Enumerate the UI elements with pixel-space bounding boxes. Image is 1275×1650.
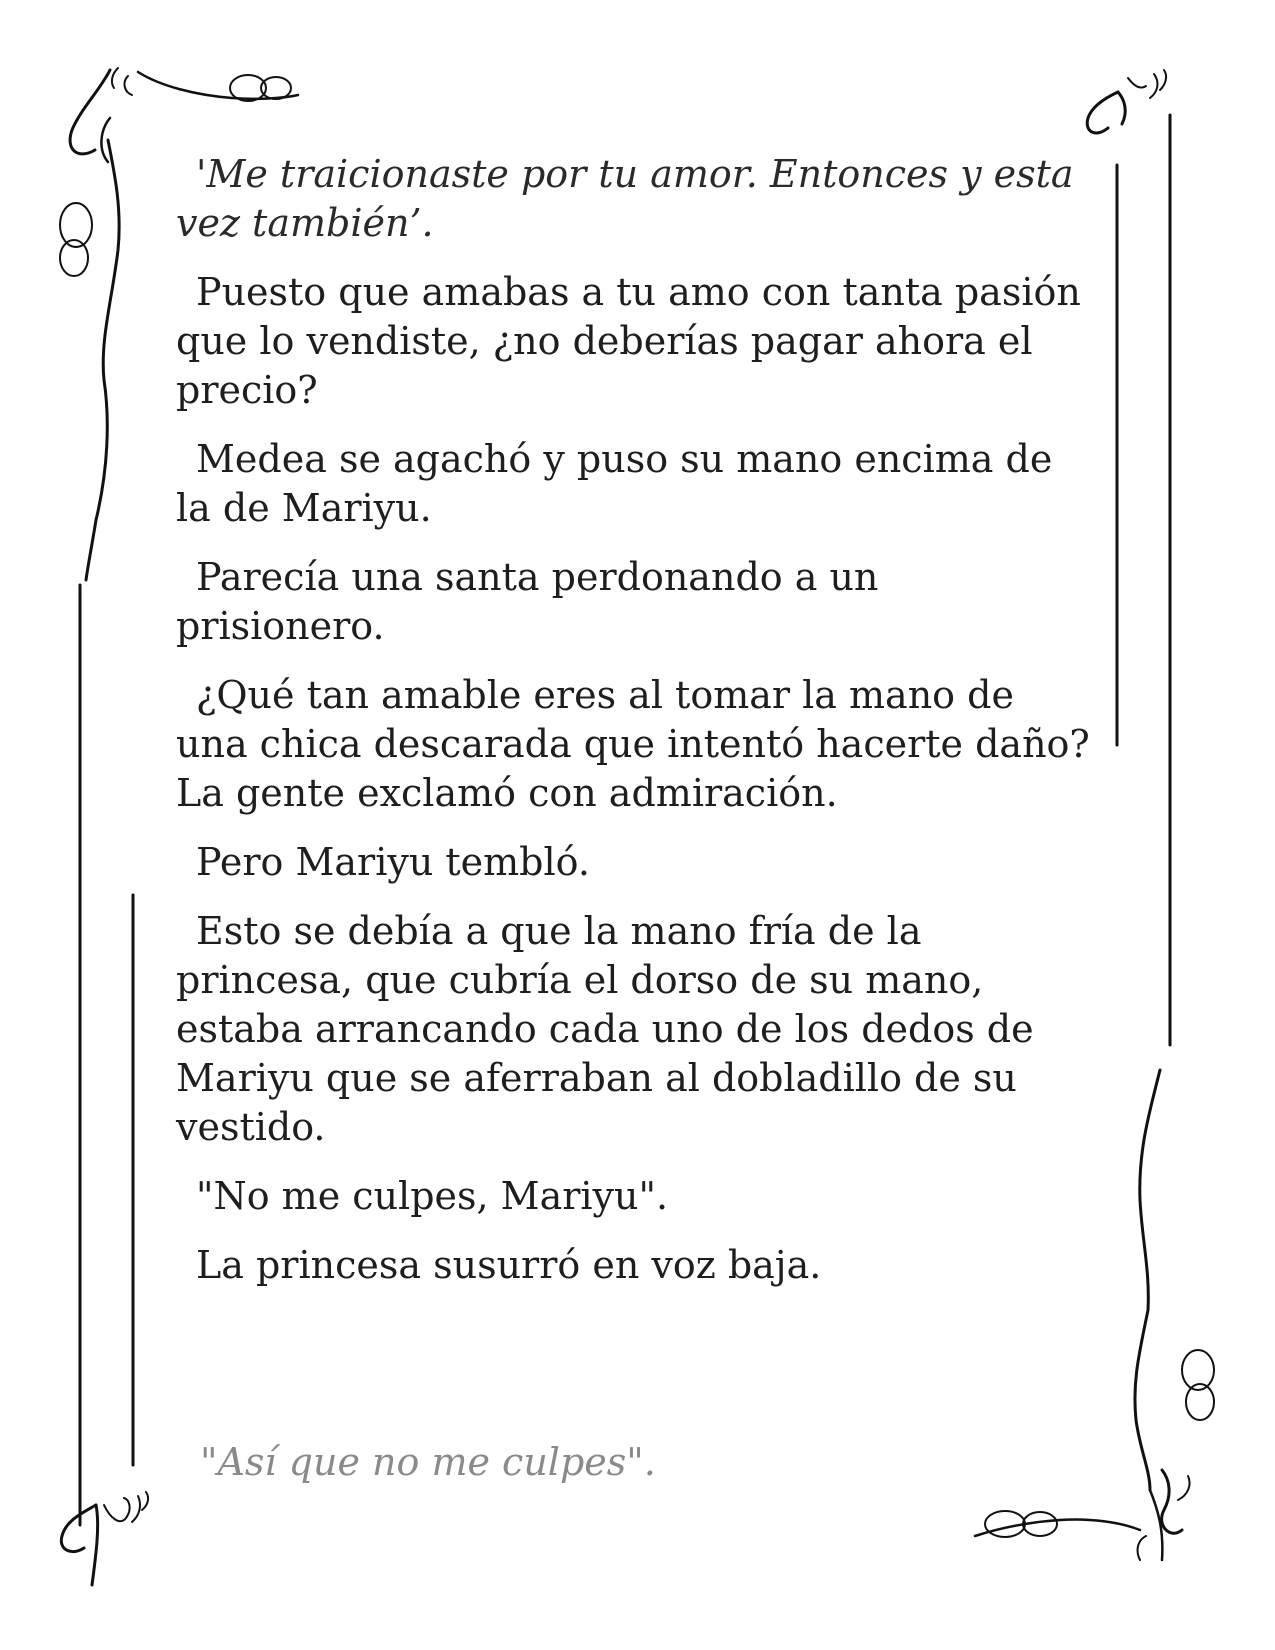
paragraph: ¿Qué tan amable eres al tomar la mano de una chica descarada que intentó hacerte daño? La gente exclamó con admiración. — [176, 673, 1090, 815]
flourish-top-right — [1087, 70, 1166, 133]
paragraph: "No me culpes, Mariyu". — [196, 1174, 669, 1218]
flourish-bottom-left — [61, 1492, 148, 1585]
paragraph: Esto se debía a que la mano fría de la princesa, que cubría el dorso de su mano, estaba arrancando cada uno de los dedos de Mariyu que se aferraban al dobladillo de su vestido. — [176, 909, 1034, 1149]
story-text — [176, 150, 1096, 1310]
paragraph: Puesto que amabas a tu amo con tanta pasión que lo vendiste, ¿no deberías pagar ahora el precio? — [176, 270, 1081, 412]
paragraph: Pero Mariyu tembló. — [196, 840, 590, 884]
paragraph: Medea se agachó y puso su mano encima de la de Mariyu. — [176, 437, 1053, 530]
paragraph: La princesa susurró en voz baja. — [196, 1243, 822, 1287]
paragraph-quote: 'Me traicionaste por tu amor. Entonces y esta vez también’. — [176, 152, 1074, 245]
paragraph: Parecía una santa perdonando a un prisionero. — [176, 555, 879, 648]
closing-quote: "Así que no me culpes". — [200, 1440, 656, 1484]
